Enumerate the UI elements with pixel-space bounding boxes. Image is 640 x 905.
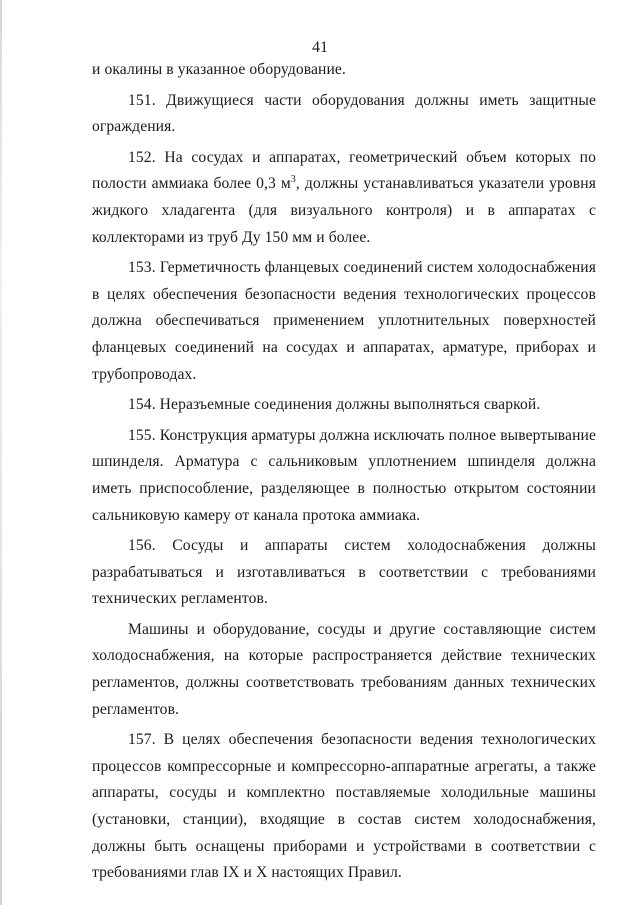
paragraph-156: 156. Сосуды и аппараты систем холодоснабжения должны разрабатываться и изготавливаться в соответствии с требованиями технических регламентов.: [92, 537, 596, 608]
text-body: [92, 57, 596, 887]
paragraph-156-continued: Машины и оборудование, сосуды и другие составляющие систем холодоснабжения, на которые распространяется действие технических регламентов, должны соответствовать требованиям данных технических регламентов.: [92, 620, 596, 718]
paragraph-154: 154. Неразъемные соединения должны выполняться сваркой.: [128, 396, 541, 414]
paragraph-155: 155. Конструкция арматуры должна исключать полное вывертывание шпинделя. Арматура с сальниковым уплотнением шпинделя должна иметь приспособление, разделяющее в полностью открытом состоянии сальниковую камеру от канала протока аммиака.: [92, 426, 596, 524]
paragraph-153: 153. Герметичность фланцевых соединений систем холодоснабжения в целях обеспечения безопасности ведения технологических процессов должна обеспечиваться применением уплотнительных поверхностей фланцевых соединений на сосудах и аппаратах, арматуре, приборах и трубопроводах.: [92, 259, 596, 383]
paragraph-151: 151. Движущиеся части оборудования должны иметь защитные ограждения.: [92, 91, 596, 136]
paragraph-152: [92, 145, 596, 251]
paragraph-continuation: и окалины в указанное оборудование.: [92, 61, 346, 78]
scan-edge: [0, 0, 2, 905]
page-number: 41: [312, 39, 328, 56]
paragraph-152-part-b: , должны устанавливаться указатели уровня жидкого хладагента (для визуального контроля) и в аппаратах с коллекторами из труб Ду 150 мм и более.: [92, 175, 596, 246]
paragraph-157: 157. В целях обеспечения безопасности ведения технологических процессов компрессорные и компрессорно-аппаратные агрегаты, а также аппараты, сосуды и комплектно поставляемые холодильные машины (установки, станции), входящие в состав систем холодоснабжения, должны быть оснащены приборами и устройствами в соответствии с требованиями глав IX и X настоящих Правил.: [92, 731, 596, 882]
paragraph-152-part-a: 152. На сосудах и аппаратах, геометрический объем которых по полости аммиака более 0,3 м: [92, 148, 596, 193]
cubic-superscript: 3: [290, 174, 296, 186]
